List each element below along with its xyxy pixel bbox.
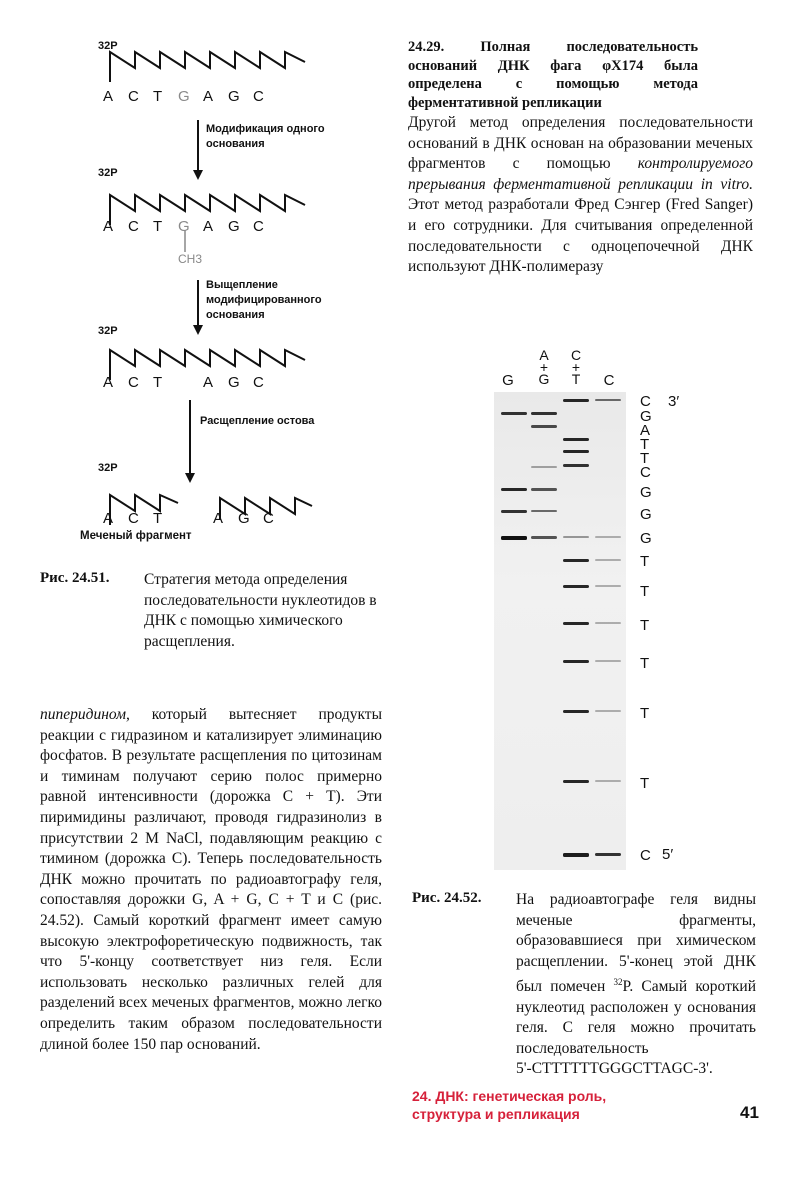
- isotope-label-3: [98, 325, 118, 337]
- base-letter: A: [103, 88, 114, 105]
- caption-sequence: 5'-CTTTTTTGGGCTTAGC-3'.: [516, 1060, 713, 1078]
- sequence-letter: G: [640, 484, 652, 501]
- base-letter: A: [103, 374, 114, 391]
- gel-band: [501, 536, 527, 540]
- section-paragraph: [408, 113, 753, 278]
- lane-label-g: G: [502, 372, 514, 389]
- gel-band: [563, 464, 589, 467]
- isotope-text: 32P: [98, 167, 118, 179]
- base-letter: C: [263, 510, 274, 527]
- gel-band: [595, 780, 621, 782]
- sequence-letter: C: [640, 847, 651, 864]
- chapter-line-2: структура и репликация: [412, 1106, 580, 1122]
- sequence-letter: T: [640, 775, 650, 792]
- base-letter: A: [213, 510, 224, 527]
- caption-text: Стратегия метода определения последовательности нуклеотидов в ДНК с помощью химического расщепления.: [144, 571, 377, 650]
- isotope-label-2: [98, 167, 118, 179]
- base-letter: T: [153, 218, 163, 235]
- labeled-fragment-caption: Меченый фрагмент: [80, 530, 192, 542]
- base-letter: A: [103, 218, 114, 235]
- base-letter: G: [228, 88, 240, 105]
- lane-label-c: C: [603, 372, 615, 389]
- base-letter: A: [203, 88, 214, 105]
- italic-start: пиперидином,: [40, 706, 130, 723]
- arrow-2-label: Выщепление модифицированного основания: [206, 279, 322, 321]
- sequence-letter: T: [640, 655, 650, 672]
- base-letter: A: [103, 510, 114, 527]
- base-letter: C: [128, 218, 139, 235]
- gel-band: [501, 510, 527, 513]
- base-letter: T: [153, 510, 163, 527]
- paragraph-part-b: Этот метод разработали Фред Сэнгер (Fred Sanger) и его сотрудники. Для считывания определенной последовательности с одноцепочечной ДНК используют ДНК-полимеразу: [408, 196, 753, 276]
- left-column-text: [40, 705, 382, 1055]
- fragment-left-bases: [103, 510, 193, 530]
- base-letter: T: [153, 88, 163, 105]
- gel-band: [563, 399, 589, 402]
- gel-band: [563, 438, 589, 441]
- isotope-text: 32P: [98, 325, 118, 337]
- gel-band: [595, 585, 621, 587]
- base-letter: C: [253, 218, 264, 235]
- methyl-label: CH3: [178, 252, 203, 266]
- gel-band: [531, 412, 557, 415]
- base-letter: C: [128, 510, 139, 527]
- gel-band: [563, 660, 589, 663]
- sequence-letter: G: [640, 530, 652, 547]
- sequence-letter: C: [640, 393, 651, 410]
- sequence-letter: T: [640, 553, 650, 570]
- arrow-1-label: Модификация одного основания: [206, 123, 325, 150]
- figure-24-52-label: Рис. 24.52.: [412, 890, 482, 906]
- base-letter: G: [228, 374, 240, 391]
- gel-band: [563, 450, 589, 453]
- base-letter: T: [153, 374, 163, 391]
- gel-band: [563, 559, 589, 562]
- end-3-label: 3′: [668, 393, 680, 410]
- gel-band: [595, 853, 621, 856]
- base-row-1: [103, 88, 303, 108]
- gel-band: [531, 536, 557, 539]
- caption-label: Рис. 24.51.: [40, 570, 110, 586]
- caption-part-a: На радиоавтографе геля видны меченые фрагменты, образовавшиеся при химическом расщеплении. 5'-конец этой ДНК был помечен: [516, 891, 756, 996]
- sequence-letter: T: [640, 450, 650, 467]
- base-letter: A: [203, 374, 214, 391]
- gel-band: [501, 412, 527, 415]
- isotope-label-1: [98, 40, 118, 52]
- base-letter: A: [203, 218, 214, 235]
- gel-band: [595, 559, 621, 561]
- gel-band: [595, 536, 621, 538]
- gel-band: [531, 466, 557, 468]
- sequence-letter: A: [640, 422, 651, 439]
- gel-band: [595, 399, 621, 401]
- base-letter: C: [128, 88, 139, 105]
- isotope-text: 32P: [98, 462, 118, 474]
- base-letter: C: [128, 374, 139, 391]
- gel-band: [563, 780, 589, 783]
- lane-label-ct: C + T: [570, 347, 582, 387]
- page-number: 41: [740, 1103, 759, 1122]
- base-letter: C: [253, 374, 264, 391]
- base-letter: C: [253, 88, 264, 105]
- paragraph-italic: контролируемого прерывания ферментативной репликации in vitro.: [408, 155, 753, 193]
- fragment-right-bases: [213, 510, 303, 530]
- gel-band: [531, 425, 557, 428]
- gel-band: [563, 710, 589, 713]
- base-letter: G: [178, 88, 190, 105]
- chapter-line-1: 24. ДНК: генетическая роль,: [412, 1088, 607, 1104]
- gel-band: [563, 585, 589, 588]
- gel-band: [595, 622, 621, 624]
- base-letter: G: [228, 218, 240, 235]
- lane-label-ag: A + G: [538, 347, 550, 387]
- sequence-letter: T: [640, 617, 650, 634]
- sequence-letter: T: [640, 436, 650, 453]
- base-letter: G: [238, 510, 250, 527]
- gel-band: [595, 660, 621, 662]
- sequence-letter: C: [640, 464, 651, 481]
- sequence-letter: T: [640, 705, 650, 722]
- figure-24-52-caption: [516, 890, 756, 1080]
- section-heading: 24.29. Полная последовательность оснований ДНК фага φX174 была определена с помощью метода ферментативной репликации: [408, 39, 698, 111]
- base-row-2: [103, 218, 303, 238]
- base-letter: G: [178, 218, 190, 235]
- caption-isotope: 32: [613, 977, 623, 987]
- left-body: который вытесняет продукты реакции с гидразином и катализирует элиминацию фосфатов. В результате расщепления по цитозинам и тиминам получают серию полос примерно равной интенсивности (дорожка С + Т). Эти пиримидины различают, проводя гидразинолиз в присутствии 2 M NaCl, подавляющим реакцию с тимином (дорожка С). Теперь последовательность ДНК можно прочитать по радиоавтографу геля, сопоставляя дорожки G, A + G, C + T и С (рис. 24.52). Самый короткий фрагмент имеет самую высокую электрофоретическую подвижность, так что 5'-концу соответствует низ геля. Если использовать несколько различных гелей для разделений всех меченых фрагментов, можно легко определить таким образом последовательности длиной более 150 пар оснований.: [40, 706, 382, 1053]
- caption-part-b: P. Самый короткий нуклеотид расположен у основания геля. С геля можно прочитать последовательность: [516, 978, 757, 1057]
- gel-bands: [494, 392, 626, 870]
- base-row-3: [103, 374, 303, 394]
- end-5-label: 5′: [662, 846, 674, 863]
- sequence-letter: T: [640, 583, 650, 600]
- isotope-label-4: [98, 462, 118, 474]
- chapter-footer: [412, 1087, 672, 1123]
- gel-band: [595, 710, 621, 712]
- gel-band: [501, 488, 527, 491]
- sequence-letter: G: [640, 506, 652, 523]
- gel-band: [563, 536, 589, 538]
- gel-band: [563, 622, 589, 625]
- paragraph-part-a: Другой метод определения последовательности оснований в ДНК основан на образовании меченых фрагментов с помощью: [408, 114, 753, 173]
- gel-band: [531, 488, 557, 491]
- arrow-3-label: Расщепление остова: [200, 415, 315, 427]
- sequence-letter: G: [640, 408, 652, 425]
- isotope-text: 32P: [98, 40, 118, 52]
- gel-band: [531, 510, 557, 512]
- gel-band: [563, 853, 589, 857]
